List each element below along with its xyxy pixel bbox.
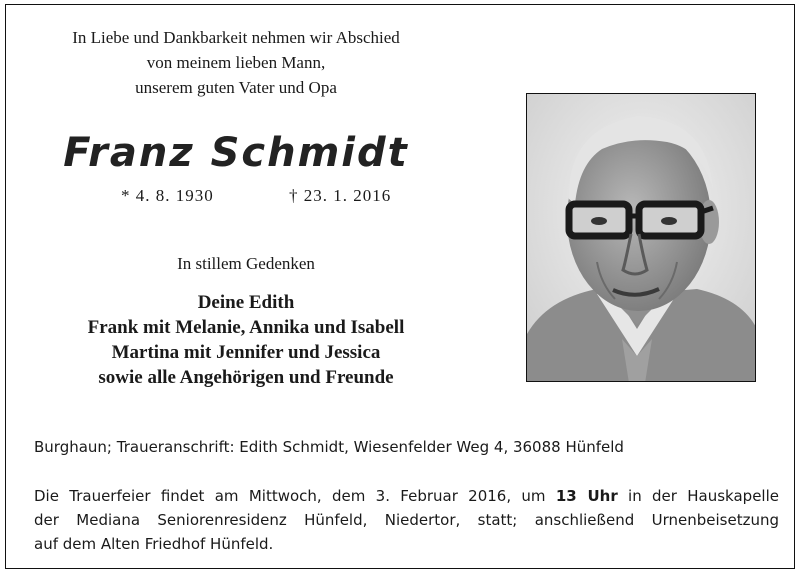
mourner-line: Frank mit Melanie, Annika und Isabell: [87, 317, 405, 338]
death-date: † 23. 1. 2016: [289, 186, 392, 205]
intro-line: In Liebe und Dankbarkeit nehmen wir Abschied: [72, 28, 400, 47]
mourner-line: Martina mit Jennifer und Jessica: [111, 342, 381, 363]
remembrance-line: In stillem Gedenken: [177, 254, 315, 273]
mourner-line: Deine Edith: [197, 292, 295, 313]
ceremony-text: in der Hauskapelle: [617, 487, 779, 505]
deceased-name: Franz Schmidt: [63, 130, 409, 176]
ceremony-line: [34, 484, 779, 508]
birth-date: * 4. 8. 1930: [121, 186, 214, 205]
mourners-list: [26, 290, 466, 390]
mourner-line: sowie alle Angehörigen und Freunde: [98, 367, 394, 388]
ceremony-line: der Mediana Seniorenresidenz Hünfeld, Niedertor, statt; anschließend Urnenbeisetzung: [34, 511, 779, 529]
intro-text: [26, 25, 446, 100]
ceremony-line: auf dem Alten Friedhof Hünfeld.: [34, 535, 274, 553]
ceremony-time: 13 Uhr: [555, 487, 618, 505]
ceremony-text: Die Trauerfeier findet am Mittwoch, dem 3. Februar 2016, um: [34, 487, 556, 505]
portrait-photo: [526, 93, 756, 382]
ceremony-info: [34, 484, 779, 556]
mourning-address: Burghaun; Traueranschrift: Edith Schmidt, Wiesenfelder Weg 4, 36088 Hünfeld: [34, 438, 624, 456]
portrait-illustration: [527, 94, 756, 382]
intro-line: unserem guten Vater und Opa: [135, 78, 337, 97]
intro-line: von meinem lieben Mann,: [146, 53, 326, 72]
obituary-notice: [5, 4, 795, 569]
